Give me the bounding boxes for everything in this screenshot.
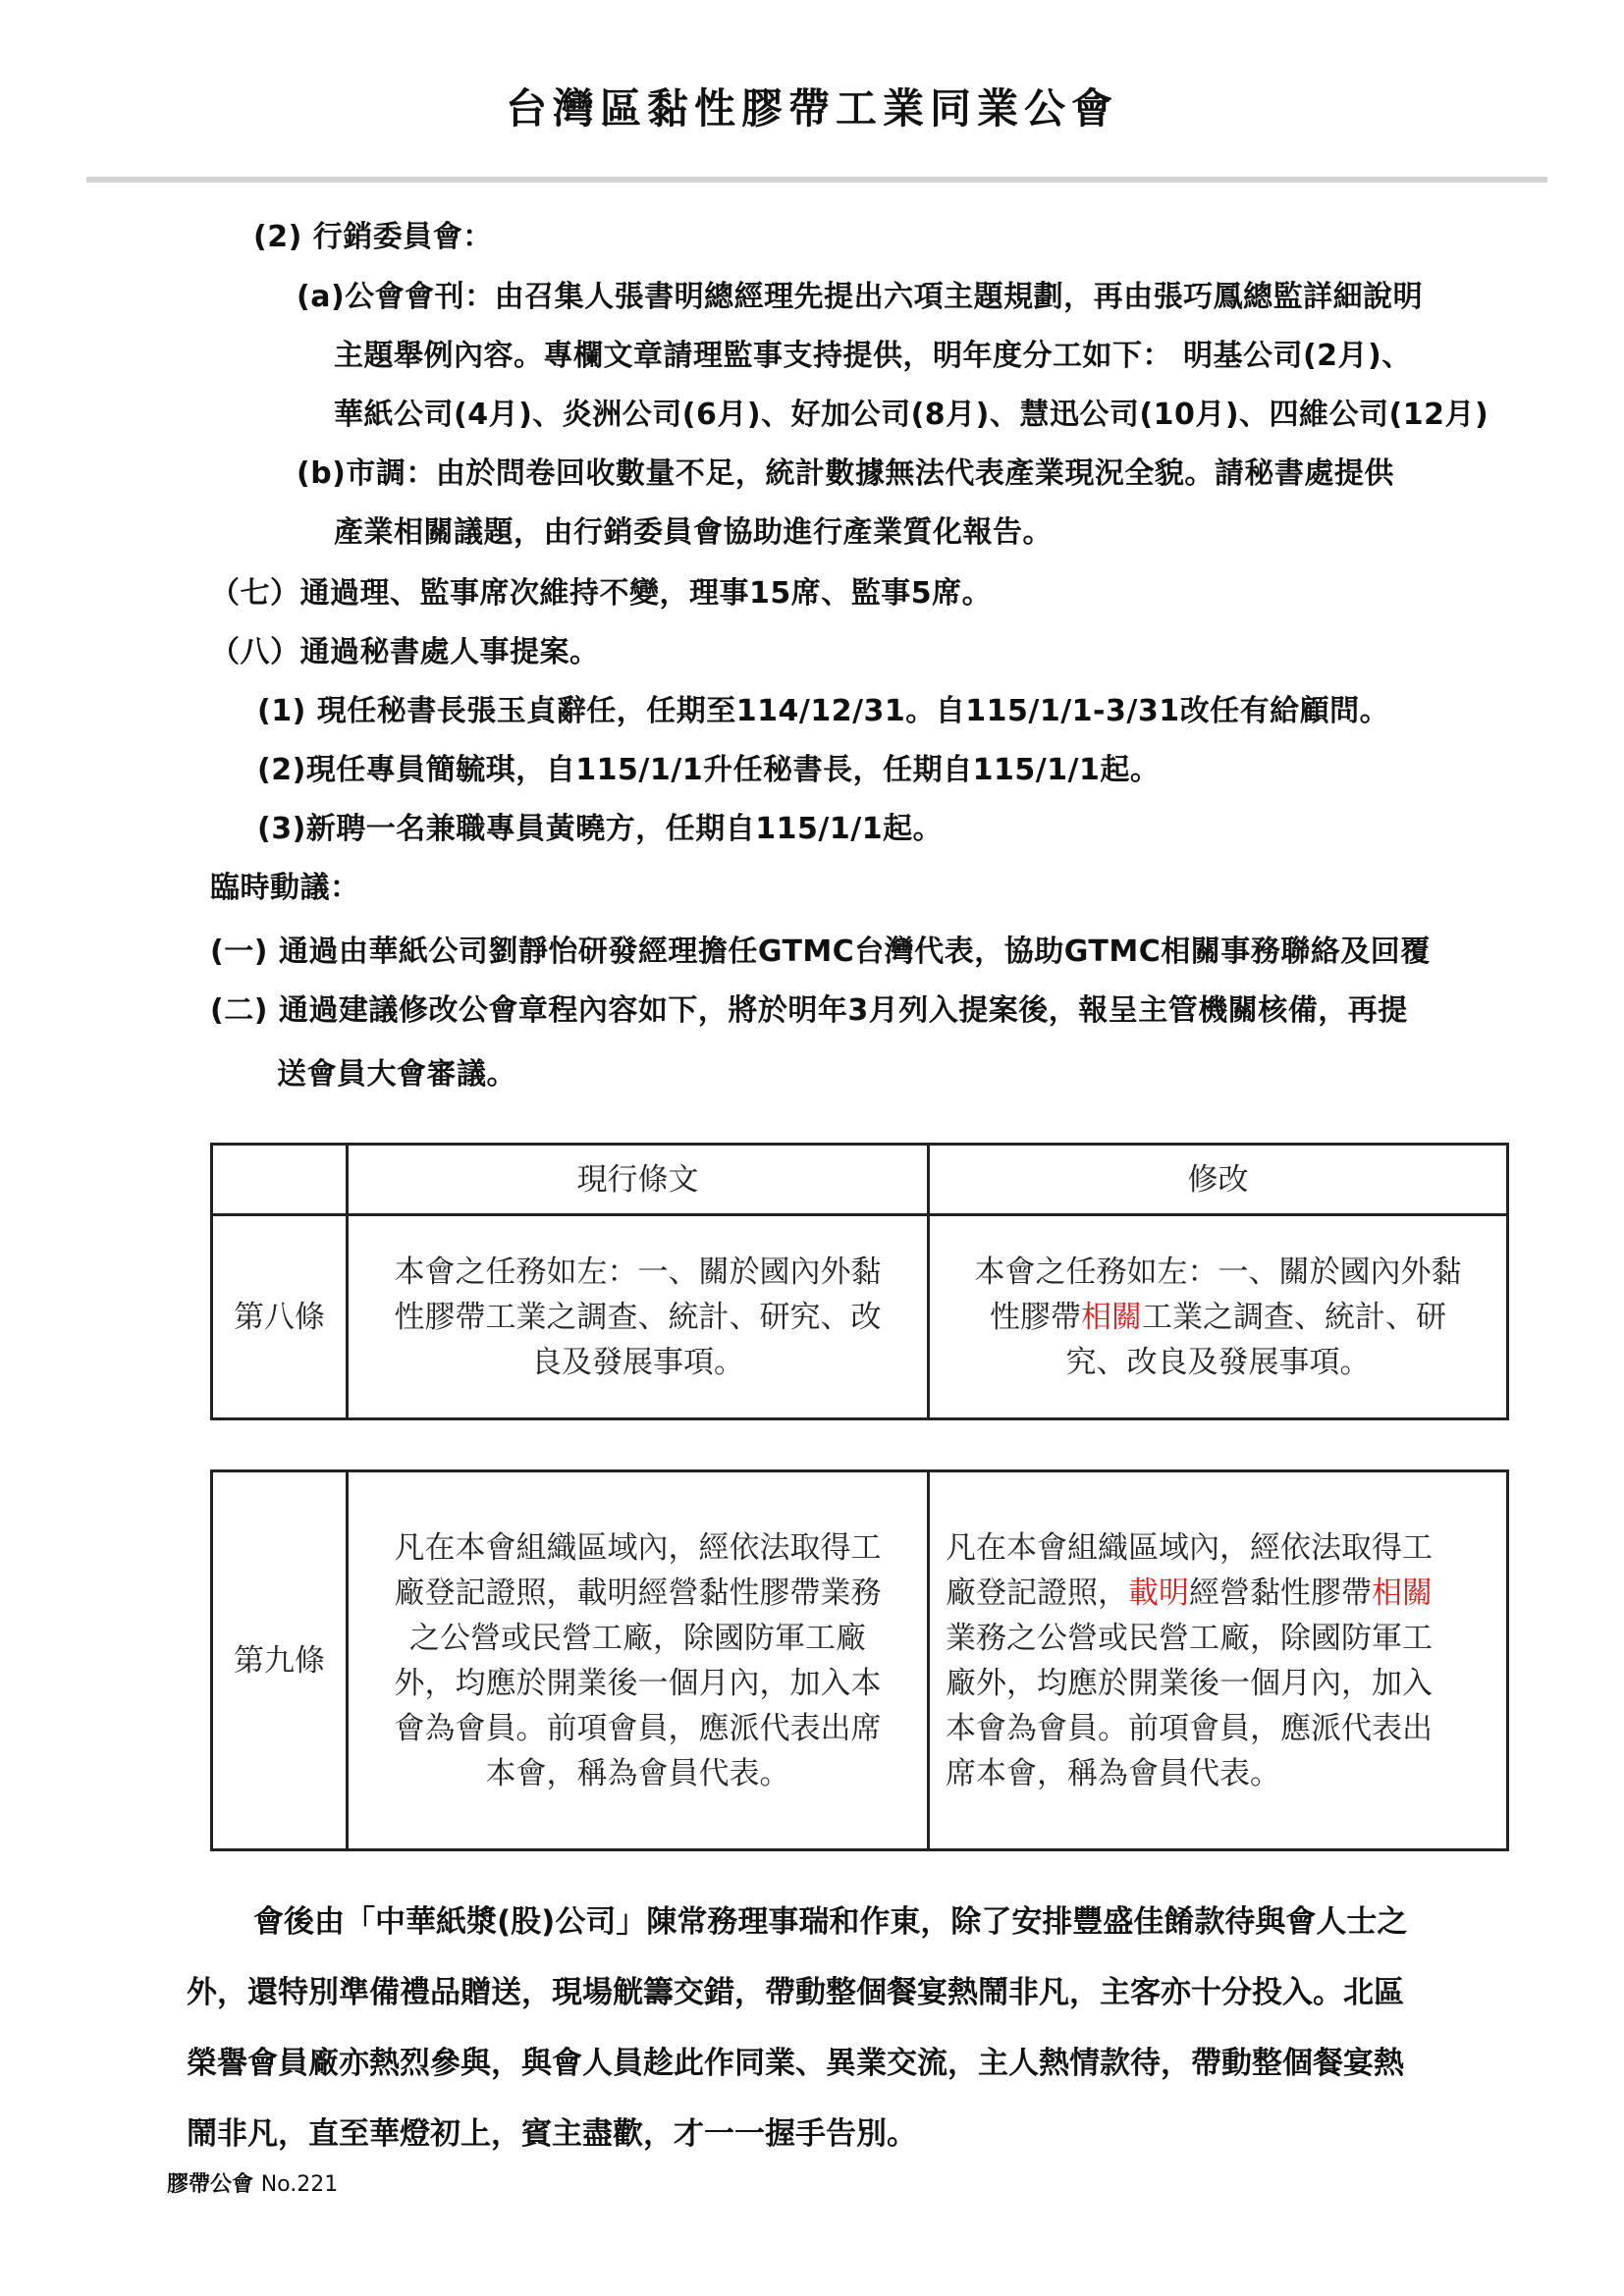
article-9-revised-line: 席本會，稱為會員代表。 [946, 1755, 1280, 1791]
article-eight-table [210, 1143, 1509, 1420]
item-a-newsletter-cont2: 華紙公司(4月)、炎洲公司(6月)、好加公司(8月)、慧迅公司(10月)、四維公司(12月) [334, 398, 1489, 432]
article-9-revised-line: 業務之公營或民營工廠，除國防軍工 [946, 1620, 1433, 1656]
article-9-current-line: 本會，稱為會員代表。 [485, 1755, 790, 1791]
article-9-revised-line: 本會為會員。前項會員，應派代表出 [946, 1710, 1433, 1746]
page-footer [167, 2167, 338, 2198]
article-nine-table [210, 1469, 1509, 1851]
article-8-current-line: 良及發展事項。 [531, 1344, 744, 1380]
article-9-revised-line [946, 1571, 1496, 1616]
article-8-revised-line: 本會之任務如左：一、關於國內外黏 [974, 1254, 1462, 1290]
item-b-survey-cont: 產業相關議題，由行銷委員會協助進行產業質化報告。 [334, 515, 1053, 550]
article-9-current [348, 1471, 929, 1850]
revision-highlight: 相關 [1081, 1299, 1142, 1335]
header-revised-text: 修改 [929, 1145, 1508, 1215]
text-segment: 廠登記證照， [946, 1575, 1128, 1611]
article-9-current-line: 之公營或民營工廠，除國防軍工廠 [409, 1620, 866, 1656]
closing-paragraph-line: 外，還特別準備禮品贈送，現場觥籌交錯，帶動整個餐宴熱鬧非凡，主客亦十分投入。北區 [187, 1975, 1404, 2010]
item-a-newsletter-cont: 主題舉例內容。專欄文章請理監事支持提供，明年度分工如下： 明基公司(2月)、 [334, 339, 1412, 373]
text-segment: 經營黏性膠帶 [1189, 1575, 1372, 1611]
closing-paragraph-line: 會後由「中華紙漿(股)公司」陳常務理事瑞和作東，除了安排豐盛佳餚款待與會人士之 [253, 1904, 1408, 1940]
staff-item-3: (3)新聘一名兼職專員黃曉方，任期自115/1/1起。 [257, 812, 944, 846]
closing-paragraph-line: 鬧非凡，直至華燈初上，賓主盡歡，才一一握手告別。 [187, 2116, 917, 2152]
header-current-text: 現行條文 [348, 1145, 929, 1215]
page-title: 台灣區黏性膠帶工業同業公會 [505, 84, 1118, 133]
header-divider [86, 177, 1547, 183]
article-9-current-line: 會為會員。前項會員，應派代表出席 [394, 1710, 882, 1746]
item-a-newsletter: (a)公會會刊：由召集人張書明總經理先提出六項主題規劃，再由張巧鳳總監詳細說明 [297, 280, 1424, 314]
publication-name: 膠帶公會 [167, 2172, 254, 2197]
row-label-article-9: 第九條 [212, 1471, 348, 1850]
resolution-eight: （八）通過秘書處人事提案。 [210, 635, 600, 669]
ad-hoc-motions-heading: 臨時動議： [210, 871, 360, 905]
article-8-current [348, 1215, 929, 1419]
article-8-revised-line: 究、改良及發展事項。 [1065, 1344, 1371, 1380]
article-9-current-line: 廠登記證照，載明經營黏性膠帶業務 [394, 1575, 882, 1611]
resolution-seven: （七）通過理、監事席次維持不變，理事15席、監事5席。 [210, 576, 993, 611]
item-b-survey: (b)市調：由於問卷回收數量不足，統計數據無法代表產業現況全貌。請秘書處提供 [297, 456, 1394, 491]
article-8-current-line: 性膠帶工業之調查、統計、研究、改 [394, 1299, 882, 1335]
table-corner-cell [212, 1145, 348, 1215]
section-marketing-committee: (2) 行銷委員會： [253, 220, 493, 254]
revision-highlight: 相關 [1372, 1575, 1433, 1611]
revision-highlight: 載明 [1128, 1575, 1189, 1611]
article-9-revised-line: 凡在本會組織區域內，經依法取得工 [946, 1529, 1433, 1566]
article-9-current-line: 凡在本會組織區域內，經依法取得工 [394, 1529, 882, 1566]
text-segment: 工業之調查、統計、研 [1142, 1299, 1446, 1335]
text-segment: 性膠帶 [990, 1299, 1081, 1335]
motion-one: (一) 通過由華紙公司劉靜怡研發經理擔任GTMC台灣代表，協助GTMC相關事務聯絡及回覆 [210, 934, 1431, 969]
staff-item-1: (1) 現任秘書長張玉貞辭任，任期至114/12/31。自115/1/1-3/31改任有給顧問。 [257, 694, 1390, 728]
staff-item-2: (2)現任專員簡毓琪，自115/1/1升任秘書長，任期自115/1/1起。 [257, 753, 1161, 787]
issue-number: No.221 [260, 2172, 339, 2197]
article-9-revised [929, 1471, 1508, 1850]
article-9-current-line: 外，均應於開業後一個月內，加入本 [394, 1665, 882, 1701]
article-8-current-line: 本會之任務如左：一、關於國內外黏 [394, 1254, 882, 1290]
motion-two-cont: 送會員大會審議。 [277, 1057, 516, 1092]
motion-two: (二) 通過建議修改公會章程內容如下，將於明年3月列入提案後，報呈主管機關核備，再提 [210, 993, 1408, 1028]
row-label-article-8: 第八條 [212, 1215, 348, 1419]
article-9-revised-line: 廠外，均應於開業後一個月內，加入 [946, 1665, 1433, 1701]
article-8-revised [929, 1215, 1508, 1419]
closing-paragraph-line: 榮譽會員廠亦熱烈參與，與會人員趁此作同業、異業交流，主人熱情款待，帶動整個餐宴熱 [187, 2046, 1404, 2081]
article-8-revised-line [951, 1295, 1485, 1340]
